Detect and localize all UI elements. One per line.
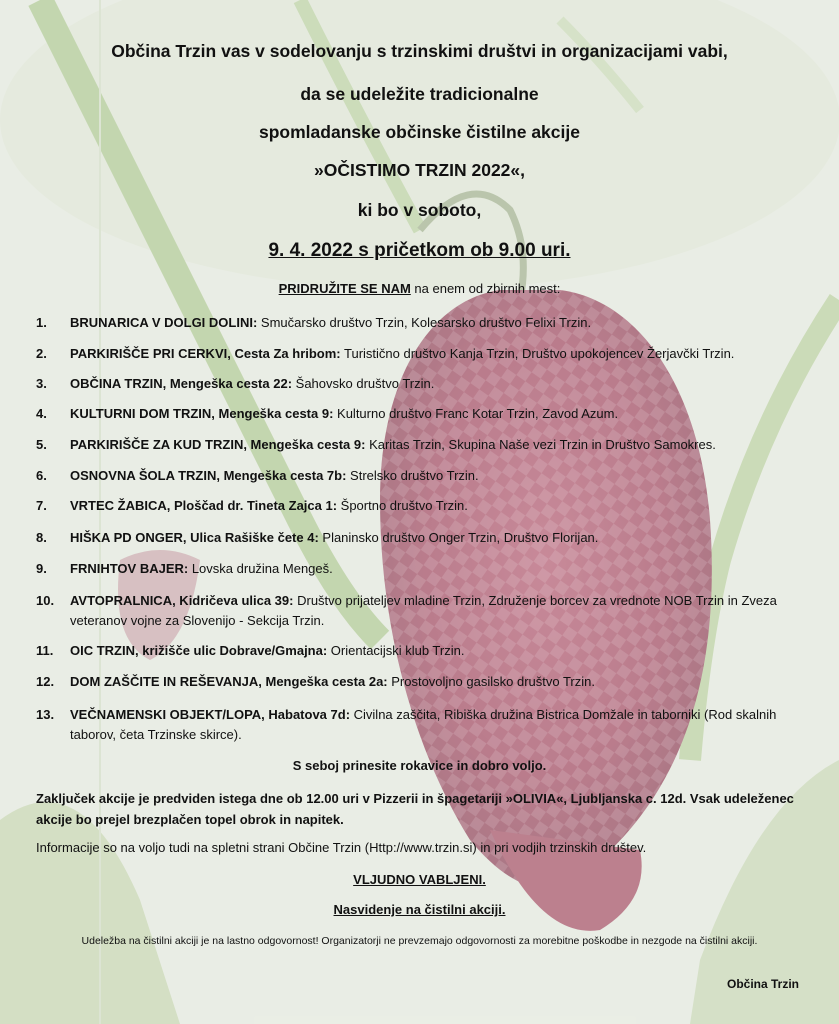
join-us-emphasis: PRIDRUŽITE SE NAM	[278, 281, 411, 296]
signature: Občina Trzin	[726, 977, 799, 991]
list-item: 8. HIŠKA PD ONGER, Ulica Rašiške čete 4: Planinsko društvo Onger Trzin, Društvo Florijan.	[36, 530, 599, 545]
header-line-5: ki bo v soboto,	[357, 200, 482, 220]
list-item: 2. PARKIRIŠČE PRI CERKVI, Cesta Za hribom: Turistično društvo Kanja Trzin, Društvo upokojencev Žerjavčki Trzin.	[36, 346, 735, 361]
list-item: 12. DOM ZAŠČITE IN REŠEVANJA, Mengeška cesta 2a: Prostovoljno gasilsko društvo Trzin.	[36, 674, 595, 689]
list-item: 10. AVTOPRALNICA, Kidričeva ulica 39: Društvo prijateljev mladine Trzin, Združenje borcev za vrednote NOB Trzin in Zveza veteranov vojne za Slovenijo - Sekcija Trzin.	[36, 593, 777, 628]
header-line-4: »OČISTIMO TRZIN 2022«,	[313, 160, 526, 180]
list-item: 13. VEČNAMENSKI OBJEKT/LOPA, Habatova 7d: Civilna zaščita, Ribiška družina Bistrica Domžale in taborniki (Rod skalnih taborov, četa Trzinske skirce).	[36, 707, 777, 742]
list-item: 3. OBČINA TRZIN, Mengeška cesta 22: Šahovsko društvo Trzin.	[36, 376, 435, 391]
list-item: 4. KULTURNI DOM TRZIN, Mengeška cesta 9: Kulturno društvo Franc Kotar Trzin, Zavod Azum.	[36, 406, 619, 421]
closing-paragraph: Zaključek akcije je predviden istega dne ob 12.00 uri v Pizzerii in špagetariji »OLIVIA«, Ljubljanska c. 12d. Vsak udeleženec akcije bo prejel brezplačen topel obrok in napitek.	[36, 791, 794, 827]
list-item: 9. FRNIHTOV BAJER: Lovska družina Mengeš.	[36, 561, 333, 576]
farewell-text: Nasvidenje na čistilni akciji.	[333, 902, 506, 917]
header-line-1: Občina Trzin vas v sodelovanju s trzinskimi društvi in organizacijami vabi,	[111, 41, 728, 61]
header-line-2: da se udeležite tradicionalne	[300, 84, 539, 104]
bring-notice: S seboj prinesite rokavice in dobro voljo.	[292, 758, 547, 773]
intro-text	[0, 281, 839, 296]
intro-rest: na enem od zbirnih mest:	[410, 281, 561, 296]
list-item: 7. VRTEC ŽABICA, Ploščad dr. Tineta Zajca 1: Športno društvo Trzin.	[36, 498, 468, 513]
event-date: 9. 4. 2022 s pričetkom ob 9.00 uri.	[268, 240, 571, 261]
list-item: 11. OIC TRZIN, križišče ulic Dobrave/Gmajna: Orientacijski klub Trzin.	[36, 643, 465, 658]
header-line-3: spomladanske občinske čistilne akcije	[259, 122, 580, 142]
list-item: 5. PARKIRIŠČE ZA KUD TRZIN, Mengeška cesta 9: Karitas Trzin, Skupina Naše vezi Trzin in Društvo Samokres.	[36, 437, 716, 452]
disclaimer: Udeležba na čistilni akciji je na lastno odgovornost! Organizatorji ne prevzemajo odgovornosti za morebitne poškodbe in nezgode na čistilni akciji.	[81, 935, 758, 947]
list-item: 6. OSNOVNA ŠOLA TRZIN, Mengeška cesta 7b: Strelsko društvo Trzin.	[36, 468, 479, 483]
invite-text: VLJUDNO VABLJENI.	[353, 872, 486, 887]
info-paragraph: Informacije so na voljo tudi na spletni strani Občine Trzin (Http://www.trzin.si) in pri vodjih trzinskih društev.	[36, 840, 647, 855]
list-item: 1. BRUNARICA V DOLGI DOLINI: Smučarsko društvo Trzin, Kolesarsko društvo Felixi Trzin.	[36, 315, 592, 330]
